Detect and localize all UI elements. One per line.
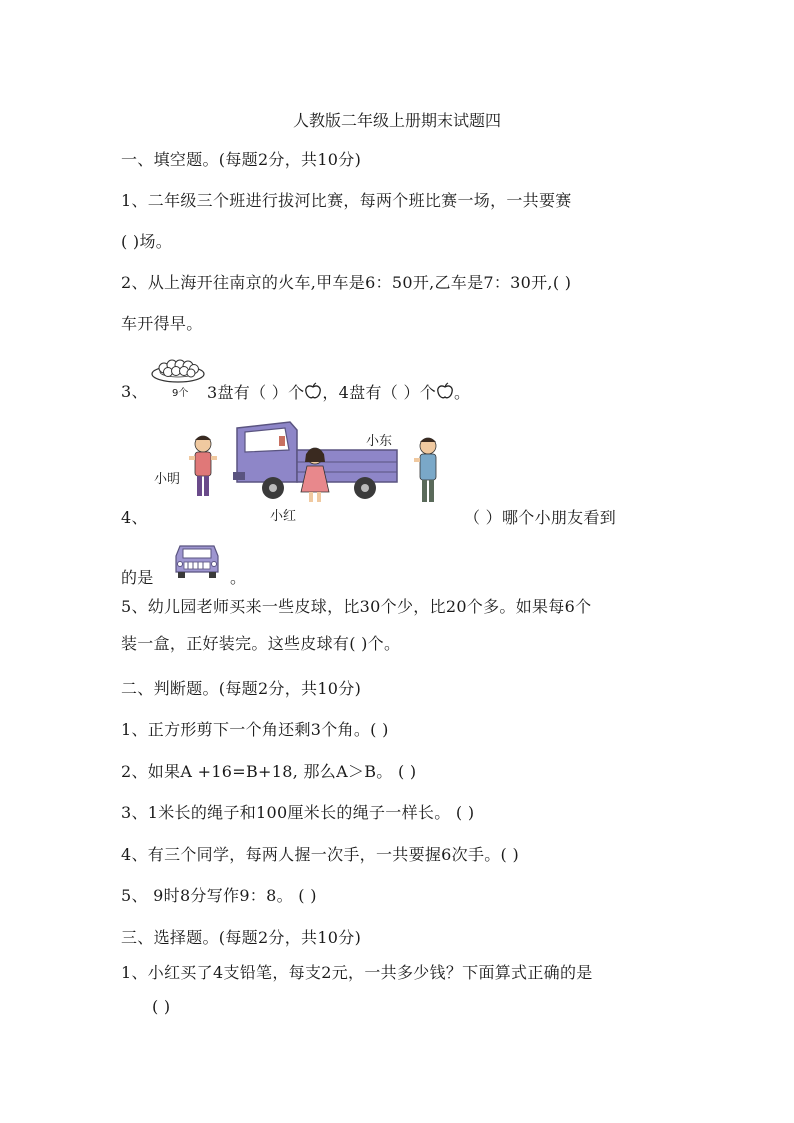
judge-q3: 3、1米长的绳子和100厘米长的绳子一样长。 ( ) <box>121 803 475 822</box>
fill-q5-line1: 5、幼儿园老师买来一些皮球，比30个少，比20个多。如果每6个 <box>121 597 592 616</box>
apple-icon <box>304 383 322 402</box>
judge-q2: 2、如果A +16=B+18, 那么A＞B。 ( ) <box>121 762 417 781</box>
fill-q3-number: 3、 <box>121 382 148 401</box>
apple-icon <box>436 383 454 402</box>
fill-q2-line2: 车开得早。 <box>121 314 203 333</box>
fill-q4-text: （ ）哪个小朋友看到 <box>464 508 617 527</box>
fill-q5-line2: 装一盒，正好装完。这些皮球有( )个。 <box>121 634 401 653</box>
section-fill-header: 一、填空题。(每题2分，共10分) <box>121 150 362 169</box>
page-title: 人教版二年级上册期末试题四 <box>292 111 501 130</box>
judge-q4: 4、有三个同学，每两人握一次手，一共要握6次手。( ) <box>121 845 520 864</box>
fill-q4-number: 4、 <box>121 508 148 527</box>
choice-q1-line1: 1、小红买了4支铅笔，每支2元，一共多少钱？下面算式正确的是 <box>121 963 593 982</box>
fill-q1-line2: ( )场。 <box>121 232 173 251</box>
boy-xiaodong-figure <box>414 438 436 502</box>
name-label-xiaoming: 小明 <box>154 472 181 487</box>
judge-q5: 5、 9时8分写作9：8。 ( ) <box>121 886 317 905</box>
fill-q3-text2: ，4盘有（ ）个 <box>322 383 437 402</box>
truck-front-view-icon <box>172 542 222 580</box>
fill-q3-end: 。 <box>454 383 471 402</box>
fill-q1-line1: 1、二年级三个班进行拔河比赛，每两个班比赛一场，一共要赛 <box>121 191 572 210</box>
fill-q3-text <box>207 382 470 403</box>
truck-scene-illustration <box>185 410 455 520</box>
name-label-xiaodong: 小东 <box>366 434 393 449</box>
fill-q3-text1: 3盘有（ ）个 <box>207 383 305 402</box>
plate-count-label: 9个 <box>172 388 189 399</box>
judge-q1: 1、正方形剪下一个角还剩3个角。( ) <box>121 720 389 739</box>
fill-q4-line2-start: 的是 <box>121 568 154 587</box>
apple-plate-illustration <box>150 354 206 384</box>
fill-q4-line2-end: 。 <box>230 568 247 587</box>
boy-xiaoming-figure <box>189 436 217 496</box>
name-label-xiaohong: 小红 <box>270 509 297 524</box>
section-choice-header: 三、选择题。(每题2分，共10分) <box>121 928 362 947</box>
choice-q1-line2: ( ) <box>152 997 171 1016</box>
section-judge-header: 二、判断题。(每题2分，共10分) <box>121 679 362 698</box>
fill-q2-line1: 2、从上海开往南京的火车,甲车是6：50开,乙车是7：30开,( ) <box>121 273 572 292</box>
